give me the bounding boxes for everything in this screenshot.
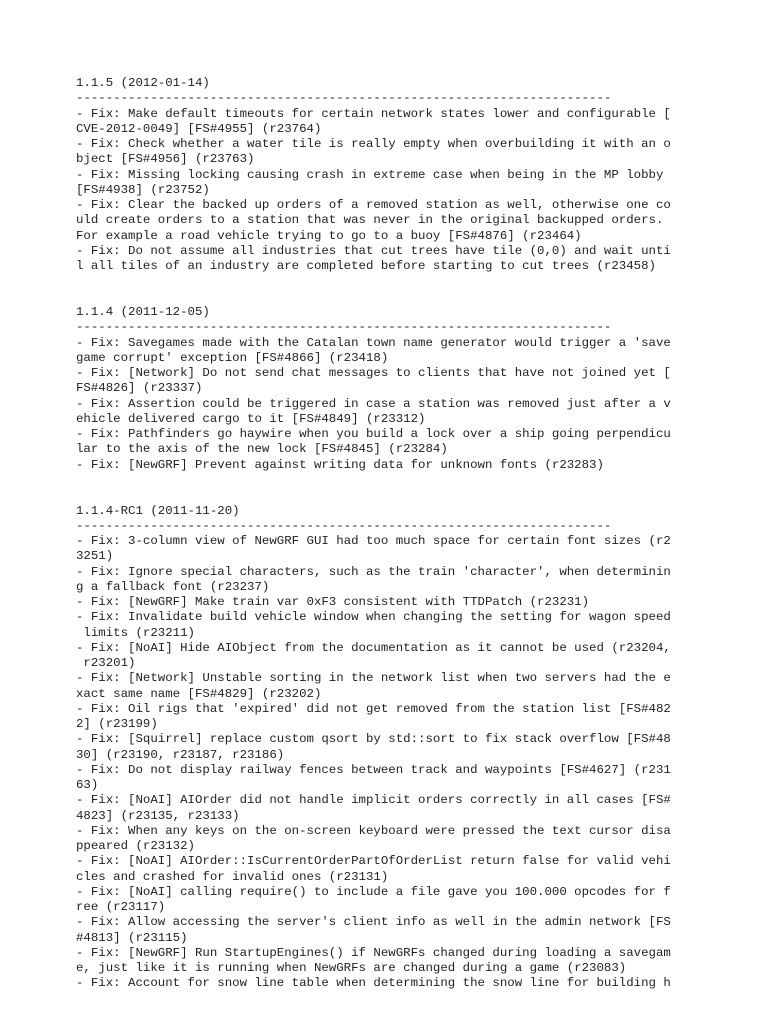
- changelog-line: CVE-2012-0049] [FS#4955] (r23764): [76, 121, 322, 136]
- changelog-line: - Fix: Ignore special characters, such as the train 'character', when determinin: [76, 564, 671, 579]
- section-header: 1.1.4 (2011-12-05): [76, 305, 210, 319]
- changelog-line: - Fix: Do not display railway fences between track and waypoints [FS#4627] (r231: [76, 762, 671, 777]
- changelog-line: For example a road vehicle trying to go to a buoy [FS#4876] (r23464): [76, 228, 582, 243]
- changelog-line: ppeared (r23132): [76, 839, 195, 853]
- changelog-line: l all tiles of an industry are completed before starting to cut trees (r23458): [76, 259, 656, 273]
- changelog-line: - Fix: Clear the backed up orders of a removed station as well, otherwise one co: [76, 198, 671, 212]
- changelog-line: - Fix: [NoAI] AIOrder did not handle implicit orders correctly in all cases [FS#: [76, 793, 671, 808]
- changelog-line: - Fix: 3-column view of NewGRF GUI had too much space for certain font sizes (r2: [76, 534, 671, 548]
- changelog-line: e, just like it is running when NewGRFs are changed during a game (r23083): [76, 961, 627, 975]
- changelog-line: xact same name [FS#4829] (r23202): [76, 686, 322, 701]
- changelog-line: - Fix: Oil rigs that 'expired' did not get removed from the station list [FS#482: [76, 701, 671, 716]
- changelog-line: - Fix: Allow accessing the server's client info as well in the admin network [FS: [76, 915, 671, 930]
- section-separator: ------------------------------------------------------------------------: [76, 320, 612, 335]
- changelog-line: - Fix: [Squirrel] replace custom qsort by std::sort to fix stack overflow [FS#48: [76, 732, 671, 747]
- changelog-line: [FS#4938] (r23752): [76, 182, 210, 197]
- changelog-line: - Fix: Missing locking causing crash in extreme case when being in the MP lobby: [76, 167, 664, 182]
- changelog-line: 2] (r23199): [76, 717, 158, 731]
- changelog-line: 63): [76, 778, 99, 792]
- changelog-line: - Fix: Make default timeouts for certain network states lower and configurable [: [76, 106, 671, 121]
- section-header: 1.1.5 (2012-01-14): [76, 76, 210, 90]
- section-separator: ------------------------------------------------------------------------: [76, 91, 612, 106]
- changelog-line: - Fix: Invalidate build vehicle window when changing the setting for wagon speed: [76, 610, 671, 625]
- changelog-line: r23201): [76, 656, 136, 670]
- changelog-line: uld create orders to a station that was never in the original backupped orders.: [76, 213, 664, 228]
- changelog-line: - Fix: Savegames made with the Catalan town name generator would trigger a 'save: [76, 335, 671, 350]
- changelog-line: - Fix: Assertion could be triggered in case a station was removed just after a v: [76, 396, 671, 411]
- changelog-line: - Fix: [Network] Do not send chat messages to clients that have not joined yet [: [76, 366, 671, 380]
- changelog-line: lar to the axis of the new lock [FS#4845] (r23284): [76, 442, 448, 457]
- changelog-line: 3251): [76, 549, 114, 564]
- changelog-line: 30] (r23190, r23187, r23186): [76, 747, 285, 762]
- changelog-line: g a fallback font (r23237): [76, 579, 270, 594]
- changelog-line: - Fix: [NoAI] Hide AIObject from the documentation as it cannot be used (r23204,: [76, 640, 671, 655]
- changelog-line: #4813] (r23115): [76, 930, 188, 945]
- changelog-line: - Fix: Account for snow line table when determining the snow line for building h: [76, 976, 671, 991]
- changelog-line: FS#4826] (r23337): [76, 381, 203, 396]
- changelog-line: bject [FS#4956] (r23763): [76, 152, 255, 167]
- changelog-line: - Fix: [NoAI] AIOrder::IsCurrentOrderPartOfOrderList return false for valid vehi: [76, 854, 671, 869]
- changelog-line: game corrupt' exception [FS#4866] (r23418): [76, 350, 389, 365]
- changelog-line: 4823] (r23135, r23133): [76, 808, 240, 823]
- changelog-text: [76, 0, 756, 991]
- changelog-line: - Fix: Pathfinders go haywire when you build a lock over a ship going perpendicu: [76, 427, 671, 441]
- changelog-line: - Fix: Do not assume all industries that cut trees have tile (0,0) and wait unti: [76, 243, 671, 258]
- changelog-line: limits (r23211): [76, 625, 195, 640]
- changelog-line: ree (r23117): [76, 900, 166, 914]
- section-header: 1.1.4-RC1 (2011-11-20): [76, 503, 240, 518]
- changelog-line: - Fix: Check whether a water tile is really empty when overbuilding it with an o: [76, 137, 671, 151]
- changelog-line: cles and crashed for invalid ones (r23131): [76, 869, 389, 884]
- section-separator: ------------------------------------------------------------------------: [76, 518, 612, 533]
- changelog-line: - Fix: [NewGRF] Prevent against writing data for unknown fonts (r23283): [76, 457, 604, 472]
- changelog-line: ehicle delivered cargo to it [FS#4849] (r23312): [76, 411, 426, 426]
- changelog-line: - Fix: When any keys on the on-screen keyboard were pressed the text cursor disa: [76, 823, 671, 838]
- changelog-line: - Fix: [NewGRF] Make train var 0xF3 consistent with TTDPatch (r23231): [76, 595, 590, 609]
- changelog-line: - Fix: [Network] Unstable sorting in the network list when two servers had the e: [76, 671, 671, 686]
- changelog-line: - Fix: [NewGRF] Run StartupEngines() if NewGRFs changed during loading a savegam: [76, 945, 671, 960]
- changelog-line: - Fix: [NoAI] calling require() to include a file gave you 100.000 opcodes for f: [76, 884, 671, 899]
